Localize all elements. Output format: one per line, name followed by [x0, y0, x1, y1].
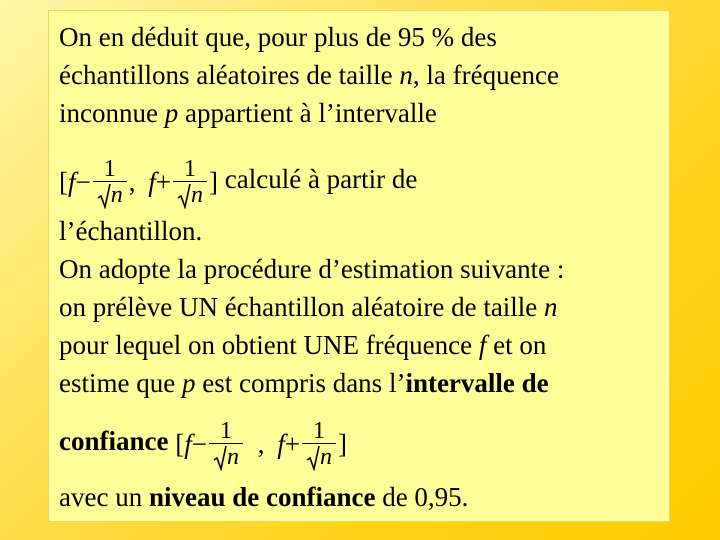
text-line-6 [59, 253, 663, 285]
denominator [93, 181, 127, 208]
text: de 0,95. [375, 482, 469, 512]
radical-sign-icon [177, 183, 191, 209]
text: calculé à partir de [218, 164, 418, 194]
plus-sign: + [155, 166, 171, 197]
text: On adopte la procédure d’estimation suivante : [59, 254, 565, 284]
variable-f: f [478, 330, 487, 360]
variable-f: f [277, 428, 285, 459]
bracket-open: [ [59, 166, 68, 197]
variable-f: f [148, 166, 156, 197]
sqrt-symbol [213, 444, 239, 470]
bold-text: intervalle de [405, 368, 549, 398]
variable-p: p [164, 98, 179, 128]
radicand: n [110, 182, 123, 209]
bold-text: confiance [59, 426, 169, 456]
text: estime que [59, 368, 182, 398]
numerator: 1 [184, 156, 196, 183]
text: est compris dans l’ [195, 368, 406, 398]
text-line-5 [59, 215, 663, 247]
text: inconnue [59, 98, 165, 128]
variable-f: f [184, 428, 192, 459]
minus-sign: − [75, 166, 91, 197]
bracket-open: [ [175, 428, 185, 459]
text-line-11 [59, 481, 663, 513]
text-line-8 [59, 329, 663, 361]
text-line-9 [59, 367, 663, 399]
text: pour lequel on obtient UNE fréquence [59, 330, 479, 360]
numerator: 1 [219, 418, 232, 445]
radicand: n [319, 444, 332, 471]
bracket-close: ] [337, 428, 347, 459]
interval-formula-line [59, 149, 663, 209]
denominator [302, 443, 336, 470]
plus-sign: + [284, 428, 300, 459]
text: et on [486, 330, 547, 360]
sqrt-symbol [306, 444, 332, 470]
confidence-interval-formula-line [59, 411, 663, 471]
numerator: 1 [103, 156, 116, 183]
sqrt-symbol [177, 182, 203, 208]
text: appartient à l’intervalle [178, 98, 437, 128]
text: , la fréquence [412, 60, 560, 90]
variable-n: n [399, 60, 413, 90]
text: avec un [59, 482, 149, 512]
content-panel [48, 10, 670, 522]
radical-sign-icon [306, 445, 320, 471]
interval-formula [59, 152, 218, 212]
variable-f: f [68, 166, 76, 197]
comma: , [128, 166, 136, 197]
denominator [209, 443, 243, 470]
minus-sign: − [191, 428, 207, 459]
text-line-1 [59, 21, 663, 53]
fraction-1-over-sqrt-n [302, 419, 336, 470]
radical-sign-icon [213, 445, 227, 471]
bold-text: niveau de confiance [148, 482, 376, 512]
sqrt-symbol [97, 182, 123, 208]
fraction-1-over-sqrt-n [209, 419, 243, 470]
text-line-7 [59, 291, 663, 323]
bracket-close: ] [209, 166, 218, 197]
text-line-3 [59, 97, 663, 129]
variable-n: n [544, 292, 558, 322]
text: échantillons aléatoires de taille [59, 60, 400, 90]
fraction-1-over-sqrt-n [93, 157, 127, 208]
comma: , [257, 428, 265, 459]
text-line-2 [59, 59, 663, 91]
text: l’échantillon. [59, 216, 203, 246]
text: On en déduit que, pour plus de 95 % des [59, 22, 497, 52]
fraction-1-over-sqrt-n [173, 157, 207, 208]
radicand: n [191, 182, 203, 209]
denominator [173, 181, 207, 208]
radical-sign-icon [97, 183, 111, 209]
text: on prélève UN échantillon aléatoire de taille [59, 292, 545, 322]
confidence-interval-formula [175, 414, 347, 474]
numerator: 1 [312, 418, 325, 445]
radicand: n [226, 444, 239, 471]
variable-p: p [181, 368, 196, 398]
